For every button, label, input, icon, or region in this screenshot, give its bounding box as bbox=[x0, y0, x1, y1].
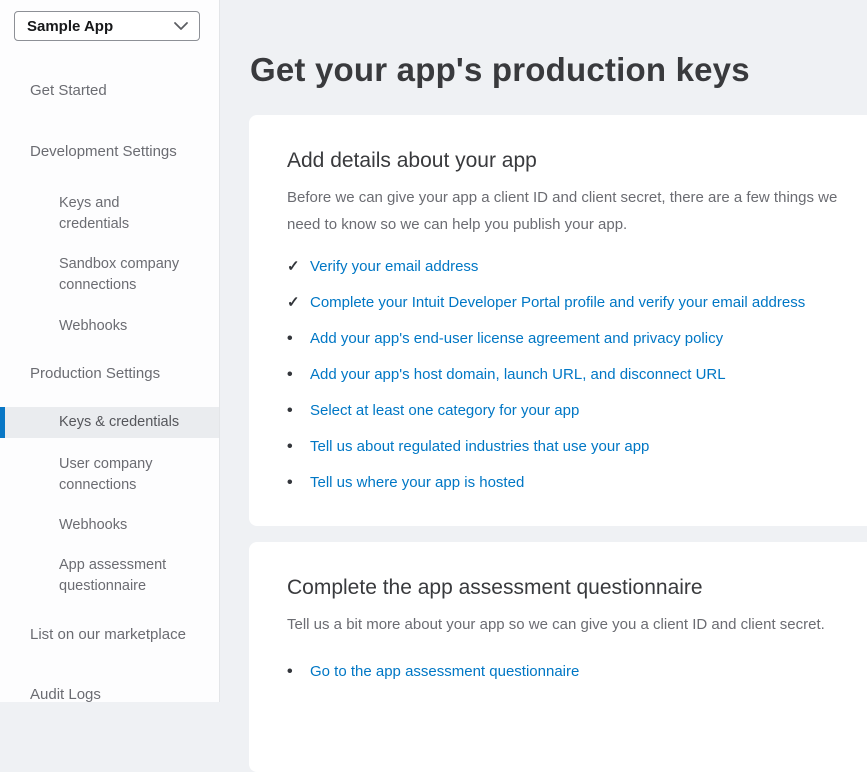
sidebar-item-prod-keys-and-credentials[interactable]: Keys & credentials bbox=[0, 407, 219, 438]
check-icon: ✓ bbox=[287, 258, 300, 275]
list-item bbox=[287, 662, 849, 682]
chevron-down-icon bbox=[173, 21, 189, 31]
sidebar-item-get-started[interactable]: Get Started bbox=[30, 82, 107, 99]
card-heading: Add details about your app bbox=[287, 149, 537, 172]
bullet-icon: • bbox=[287, 663, 293, 680]
app-selector-dropdown[interactable] bbox=[14, 11, 200, 41]
sidebar bbox=[0, 0, 220, 702]
sidebar-item-app-assessment-questionnaire[interactable]: App assessment questionnaire bbox=[59, 557, 167, 594]
sidebar-item-list-on-our-marketplace[interactable]: List on our marketplace bbox=[30, 626, 186, 643]
list-item bbox=[287, 401, 849, 421]
bullet-icon: • bbox=[287, 330, 293, 347]
app-selector-value: Sample App bbox=[27, 17, 114, 35]
requirements-list bbox=[287, 257, 849, 493]
sidebar-item-prod-webhooks[interactable]: Webhooks bbox=[59, 517, 128, 533]
list-item bbox=[287, 437, 849, 457]
card-description: Tell us a bit more about your app so we can give you a client ID and client secret. bbox=[287, 616, 825, 633]
list-item bbox=[287, 473, 849, 493]
sidebar-nav bbox=[0, 83, 219, 703]
questionnaire-list bbox=[287, 662, 849, 682]
host-domain-link[interactable]: Add your app's host domain, launch URL, and disconnect URL bbox=[310, 366, 726, 383]
select-category-link[interactable]: Select at least one category for your app bbox=[310, 402, 580, 419]
bullet-icon: • bbox=[287, 474, 293, 491]
sidebar-item-dev-keys-and-credentials[interactable]: Keys and credentials bbox=[59, 195, 130, 232]
bullet-icon: • bbox=[287, 402, 293, 419]
sidebar-item-audit-logs[interactable]: Audit Logs bbox=[30, 686, 101, 703]
sidebar-item-production-settings[interactable]: Production Settings bbox=[30, 365, 161, 382]
list-item bbox=[287, 329, 849, 349]
bullet-icon: • bbox=[287, 366, 293, 383]
sidebar-item-dev-webhooks[interactable]: Webhooks bbox=[59, 318, 128, 334]
check-icon: ✓ bbox=[287, 294, 300, 311]
add-details-card bbox=[249, 115, 867, 526]
app-hosted-link[interactable]: Tell us where your app is hosted bbox=[310, 474, 525, 491]
list-item bbox=[287, 293, 849, 313]
bullet-icon: • bbox=[287, 438, 293, 455]
sidebar-item-user-company-connections[interactable]: User company connections bbox=[59, 456, 153, 493]
card-heading: Complete the app assessment questionnaire bbox=[287, 576, 703, 599]
verify-email-link[interactable]: Verify your email address bbox=[310, 258, 479, 275]
card-description: Before we can give your app a client ID and client secret, there are a few things we need to know so we can help you publish your app. bbox=[287, 189, 838, 233]
go-to-questionnaire-link[interactable]: Go to the app assessment questionnaire bbox=[310, 663, 580, 680]
regulated-industries-link[interactable]: Tell us about regulated industries that use your app bbox=[310, 438, 650, 455]
main-content bbox=[221, 0, 867, 702]
list-item bbox=[287, 365, 849, 385]
list-item bbox=[287, 257, 849, 277]
sidebar-item-development-settings[interactable]: Development Settings bbox=[30, 143, 177, 160]
page-title: Get your app's production keys bbox=[250, 51, 750, 88]
sidebar-item-sandbox-company-connections[interactable]: Sandbox company connections bbox=[59, 256, 180, 293]
assessment-questionnaire-card bbox=[249, 542, 867, 772]
eula-privacy-link[interactable]: Add your app's end-user license agreement and privacy policy bbox=[310, 330, 724, 347]
complete-profile-link[interactable]: Complete your Intuit Developer Portal profile and verify your email address bbox=[310, 294, 806, 311]
